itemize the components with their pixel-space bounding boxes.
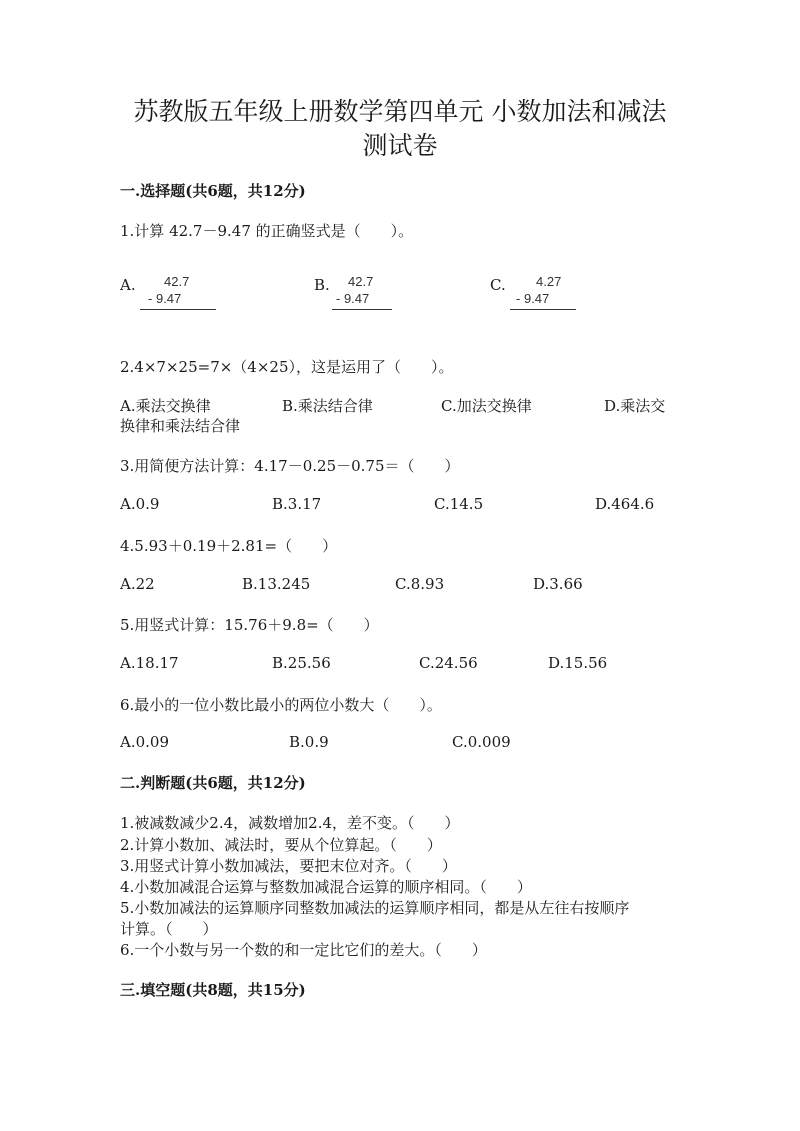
q1-option-c-top: 4.27 (536, 274, 562, 289)
q5-stem: 5.用竖式计算：15.76＋9.8=（ ） (120, 616, 379, 634)
q3-option-b: B.3.17 (272, 495, 322, 513)
q3-option-c: C.14.5 (434, 495, 484, 513)
q5-option-d: D.15.56 (548, 654, 608, 672)
q1-option-b-rule (332, 309, 392, 310)
q6-stem: 6.最小的一位小数比最小的两位小数大（ ）。 (120, 696, 442, 714)
q2-option-a: A.乘法交换律 (120, 397, 211, 415)
q1-option-c-label: C. (490, 276, 506, 294)
page-title-line1: 苏教版五年级上册数学第四单元 小数加法和减法 (133, 97, 667, 126)
q5-option-c: C.24.56 (419, 654, 478, 672)
q3-option-d: D.464.6 (595, 495, 655, 513)
q1-option-a-bottom: - 9.47 (148, 291, 182, 306)
q2-option-b: B.乘法结合律 (282, 397, 373, 415)
section1-heading: 一.选择题(共6题，共12分) (120, 182, 306, 200)
judge-item-4: 4.小数加减混合运算与整数加减混合运算的顺序相同。（ ） (120, 878, 532, 896)
section3-heading: 三.填空题(共8题，共15分) (120, 981, 306, 999)
judge-item-2: 2.计算小数加、减法时，要从个位算起。（ ） (120, 836, 442, 854)
q1-stem: 1.计算 42.7－9.47 的正确竖式是（ ）。 (120, 222, 414, 240)
q4-option-c: C.8.93 (395, 575, 445, 593)
q6-option-a: A.0.09 (120, 733, 169, 751)
judge-item-1: 1.被减数减少2.4，减数增加2.4，差不变。（ ） (120, 814, 460, 832)
q1-option-c-rule (510, 309, 576, 310)
q4-option-d: D.3.66 (533, 575, 583, 593)
q3-option-a: A.0.9 (120, 495, 160, 513)
judge-item-5: 5.小数加减法的运算顺序同整数加减法的运算顺序相同，都是从左往右按顺序 (120, 899, 630, 917)
judge-item-3: 3.用竖式计算小数加减法，要把末位对齐。（ ） (120, 857, 457, 875)
q2-option-d-cont: 换律和乘法结合律 (120, 417, 241, 435)
q5-option-a: A.18.17 (120, 654, 179, 672)
q1-option-a-rule (140, 309, 216, 310)
q6-option-b: B.0.9 (289, 733, 329, 751)
q4-option-b: B.13.245 (242, 575, 311, 593)
q1-option-b-bottom: - 9.47 (336, 291, 370, 306)
q1-option-a-label: A. (120, 276, 136, 294)
q1-option-b-top: 42.7 (348, 274, 374, 289)
page-title-line2: 测试卷 (362, 131, 438, 160)
q6-option-c: C.0.009 (452, 733, 511, 751)
q4-option-a: A.22 (120, 575, 155, 593)
q4-stem: 4.5.93＋0.19＋2.81=（ ） (120, 537, 338, 555)
judge-item-5-cont: 计算。（ ） (120, 920, 218, 938)
q2-option-c: C.加法交换律 (441, 397, 532, 415)
q2-stem: 2.4×7×25=7×（4×25），这是运用了（ ）。 (120, 358, 454, 376)
q5-option-b: B.25.56 (272, 654, 331, 672)
q1-option-b-label: B. (314, 276, 330, 294)
q2-option-d: D.乘法交 (604, 397, 666, 415)
q1-option-a-top: 42.7 (164, 274, 190, 289)
q1-option-c-bottom: - 9.47 (516, 291, 550, 306)
q3-stem: 3.用简便方法计算：4.17－0.25－0.75＝（ ） (120, 457, 460, 475)
q1-option-c-vertical (508, 274, 578, 314)
q1-option-b-vertical (330, 274, 394, 314)
section2-heading: 二.判断题(共6题，共12分) (120, 774, 306, 792)
q1-option-a-vertical (138, 274, 218, 314)
judge-item-6: 6.一个小数与另一个数的和一定比它们的差大。（ ） (120, 941, 487, 959)
